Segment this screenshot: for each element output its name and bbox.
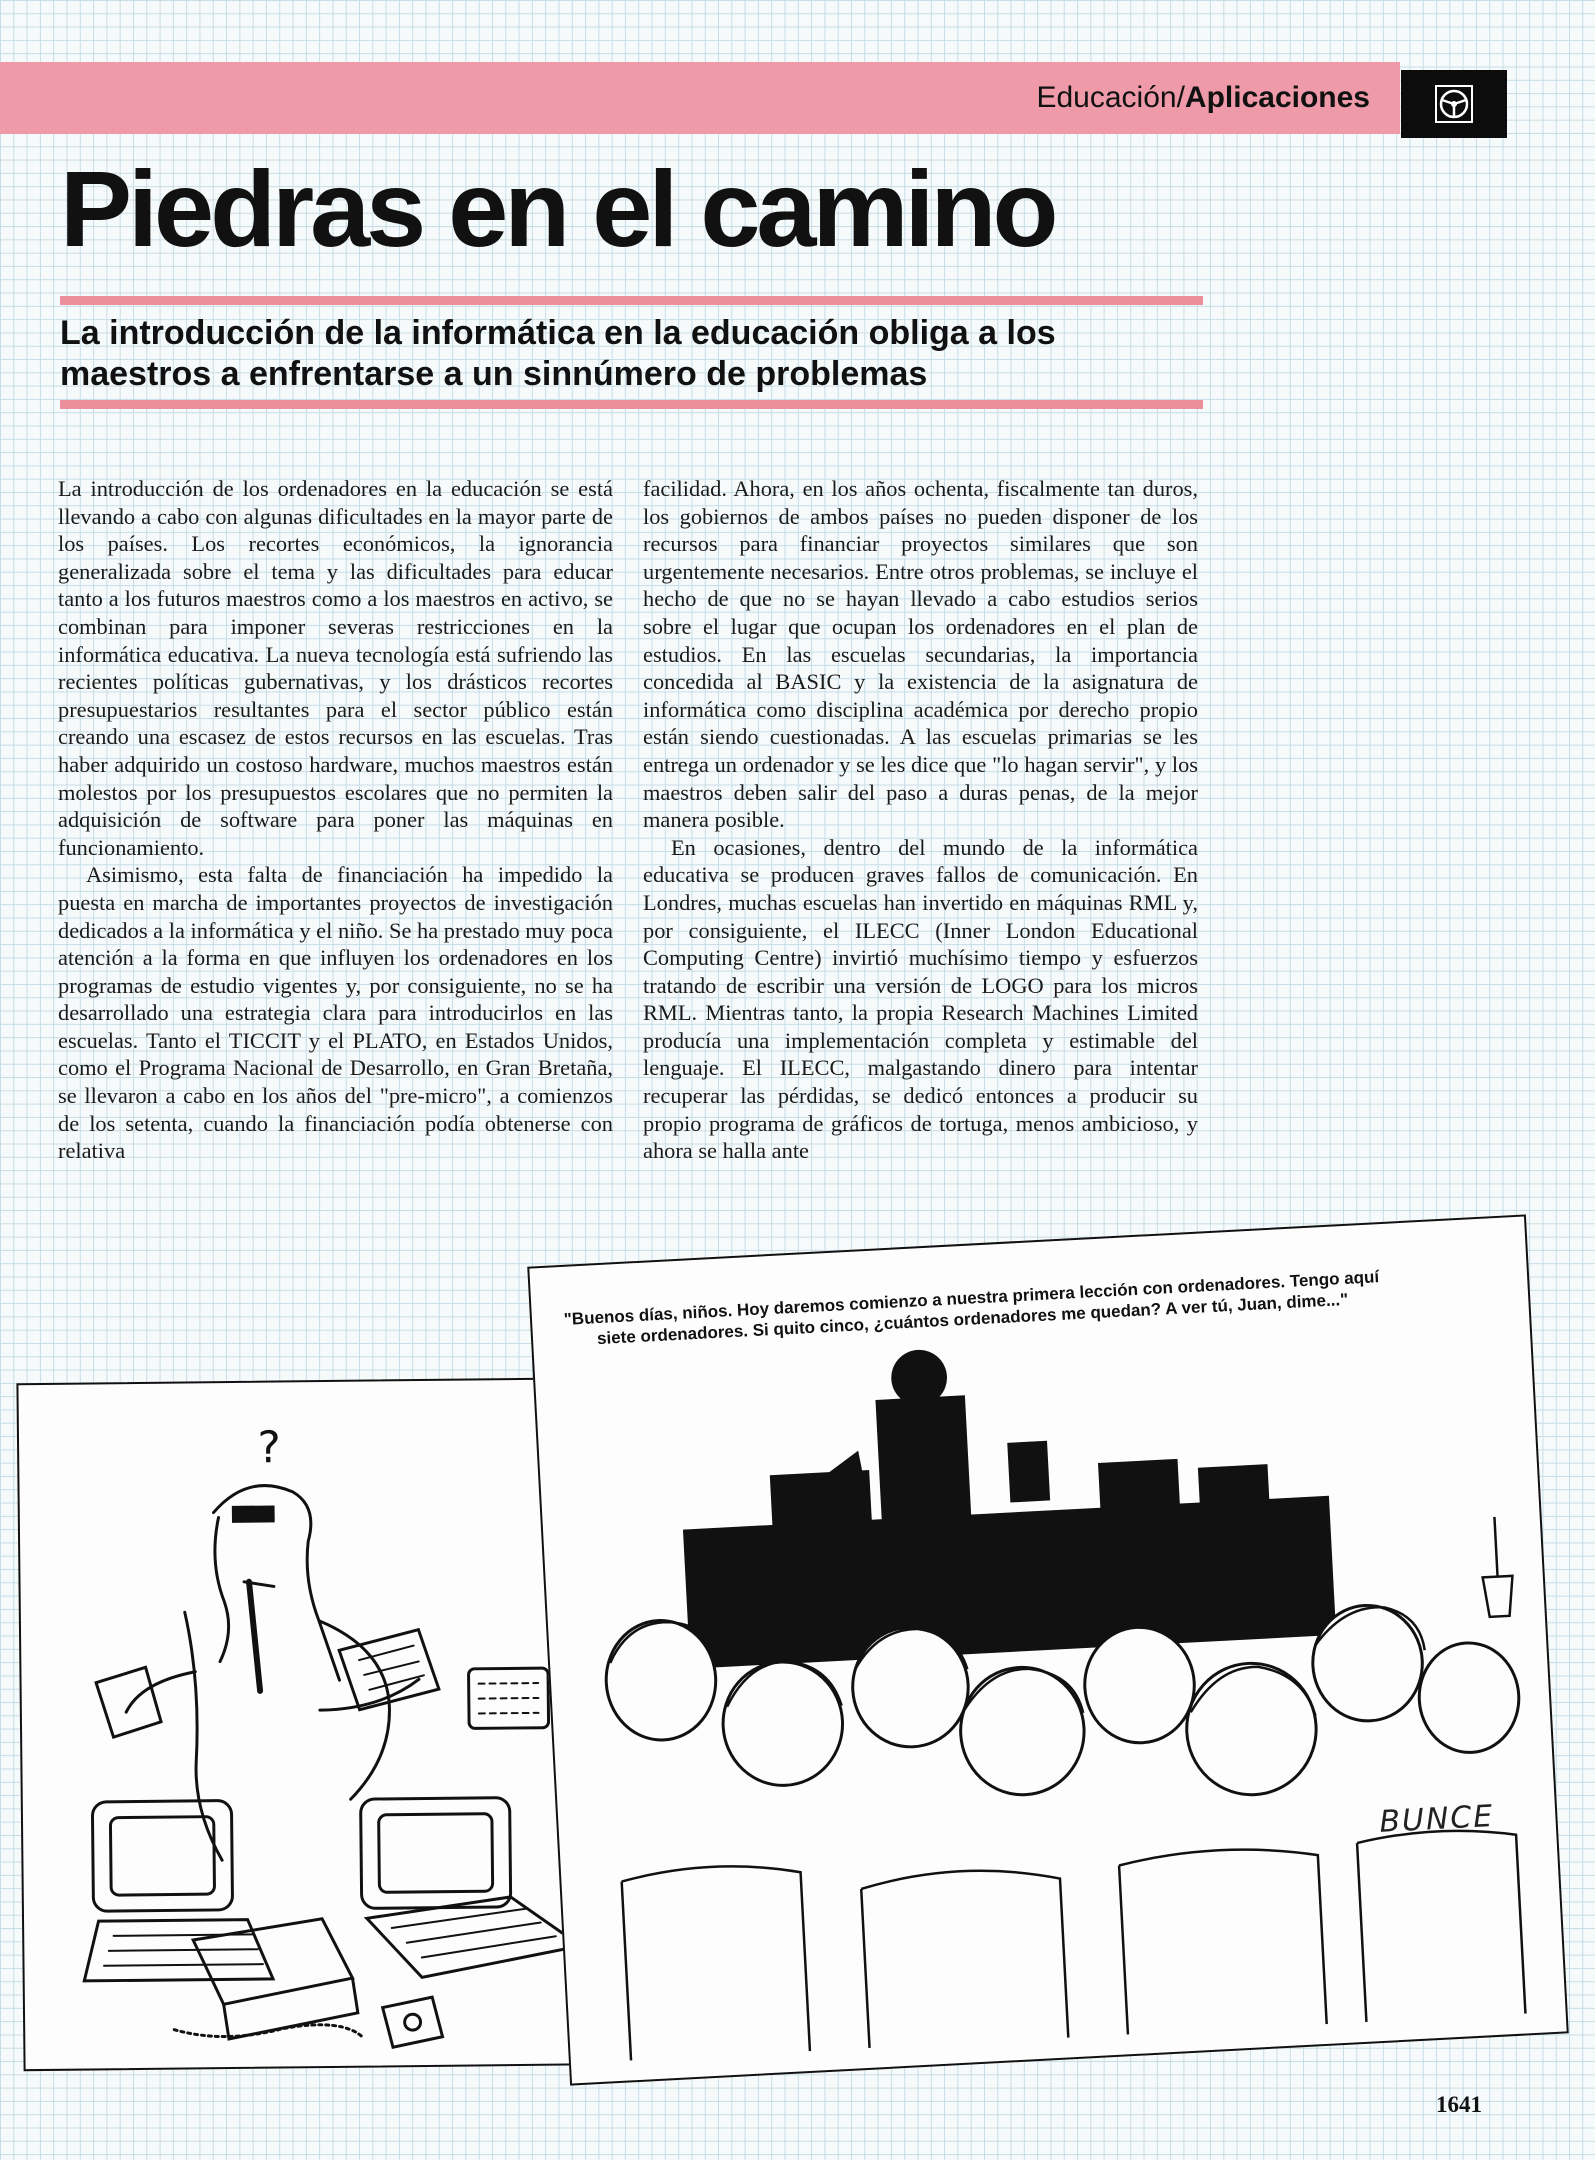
page-number: 1641	[1436, 2092, 1482, 2117]
steering-wheel-icon	[1434, 84, 1474, 124]
body-column-left	[58, 475, 613, 1165]
article-subtitle: La introducción de la informática en la educación obliga a los maestros a enfrentarse a un sinnúmero de problemas	[60, 314, 1056, 393]
body-paragraph: Asimismo, esta falta de financiación ha impedido la puesta en marcha de importantes proyectos de investigación dedicados a la informática y el niño. Se ha prestado muy poca atención a la forma en que influyen los ordenadores en los programas de estudio vigentes y, por consiguiente, no se ha desarrollado una estrategia clara para introducirlos en las escuelas. Tanto el TICCIT y el PLATO, en Estados Unidos, como el Programa Nacional de Desarrollo, en Gran Bretaña, se llevaron a cabo en los años del "pre-micro", a comienzos de los setenta, cuando la financiación podía obtenerse con relativa	[58, 862, 613, 1164]
question-mark: ?	[257, 1422, 282, 1474]
body-column-right	[643, 475, 1198, 1165]
subtitle-rule-bottom	[60, 400, 1203, 409]
section-label	[1036, 81, 1370, 115]
body-paragraph: La introducción de los ordenadores en la educación se está llevando a cabo con algunas dificultades en la mayor parte de los países. Los recortes económicos, la ignorancia generalizada sobre el tema y las dificultades para educar tanto a los futuros maestros como a los maestros en activo, se combinan para imponer severas restricciones en la informática educativa. La nueva tecnología está sufriendo las recientes políticas gubernativas, y los drásticos recortes presupuestarios resultantes para el sector público están creando una escasez de estos recursos en las escuelas. Tras haber adquirido un costoso hardware, muchos maestros están molestos por los presupuestos escolares que no permiten la adquisición de software para poner las máquinas en funcionamiento.	[58, 476, 613, 860]
section-badge	[1401, 70, 1507, 138]
body-paragraph: facilidad. Ahora, en los años ochenta, fiscalmente tan duros, los gobiernos de ambos países no pueden disponer de los recursos para financiar proyectos similares que son urgentemente necesarios. Entre otros problemas, se incluye el hecho de que no se hayan llevado a cabo estudios serios sobre el lugar que ocupan los ordenadores en el plan de estudios. En las escuelas secundarias, la importancia concedida al BASIC y la existencia de la asignatura de informática como disciplina académica por derecho propio están siendo cuestionadas. A las escuelas primarias se les entrega un ordenador y se les dice que "lo hagan servir", y los maestros deben salir del paso a duras penas, de la mejor manera posible.	[643, 476, 1198, 833]
cartoon-classroom	[527, 1214, 1569, 2085]
article-title: Piedras en el camino	[60, 148, 1055, 269]
section-header-band	[0, 62, 1400, 134]
cartoon-classroom-drawing	[529, 1216, 1566, 2083]
cartoonist-signature: BUNCE	[1378, 1798, 1496, 1840]
section-label-bold: Aplicaciones	[1184, 81, 1370, 114]
cartoon-caption: "Buenos días, niños. Hoy daremos comienzo a nuestra primera lección con ordenadores. Tengo aquí siete ordenadores. Si quito cinco, ¿cuántos ordenadores me quedan? A ver tú, Juan, dime..."	[563, 1267, 1380, 1349]
body-paragraph: En ocasiones, dentro del mundo de la informática educativa se producen graves fallos de comunicación. En Londres, muchas escuelas han invertido en máquinas RML y, por consiguiente, el ILECC (Inner London Educational Computing Centre) invirtió muchísimo tiempo y esfuerzos tratando de escribir una versión de LOGO para los micros RML. Mientras tanto, la propia Research Machines Limited producía una implementación completa y estimable del lenguaje. El ILECC, malgastando dinero para intentar recuperar las pérdidas, se dedicó entonces a producir su propio programa de gráficos de tortuga, menos ambicioso, y ahora se halla ante	[643, 834, 1198, 1164]
section-label-light: Educación/	[1036, 81, 1185, 114]
subtitle-rule-top	[60, 296, 1203, 305]
